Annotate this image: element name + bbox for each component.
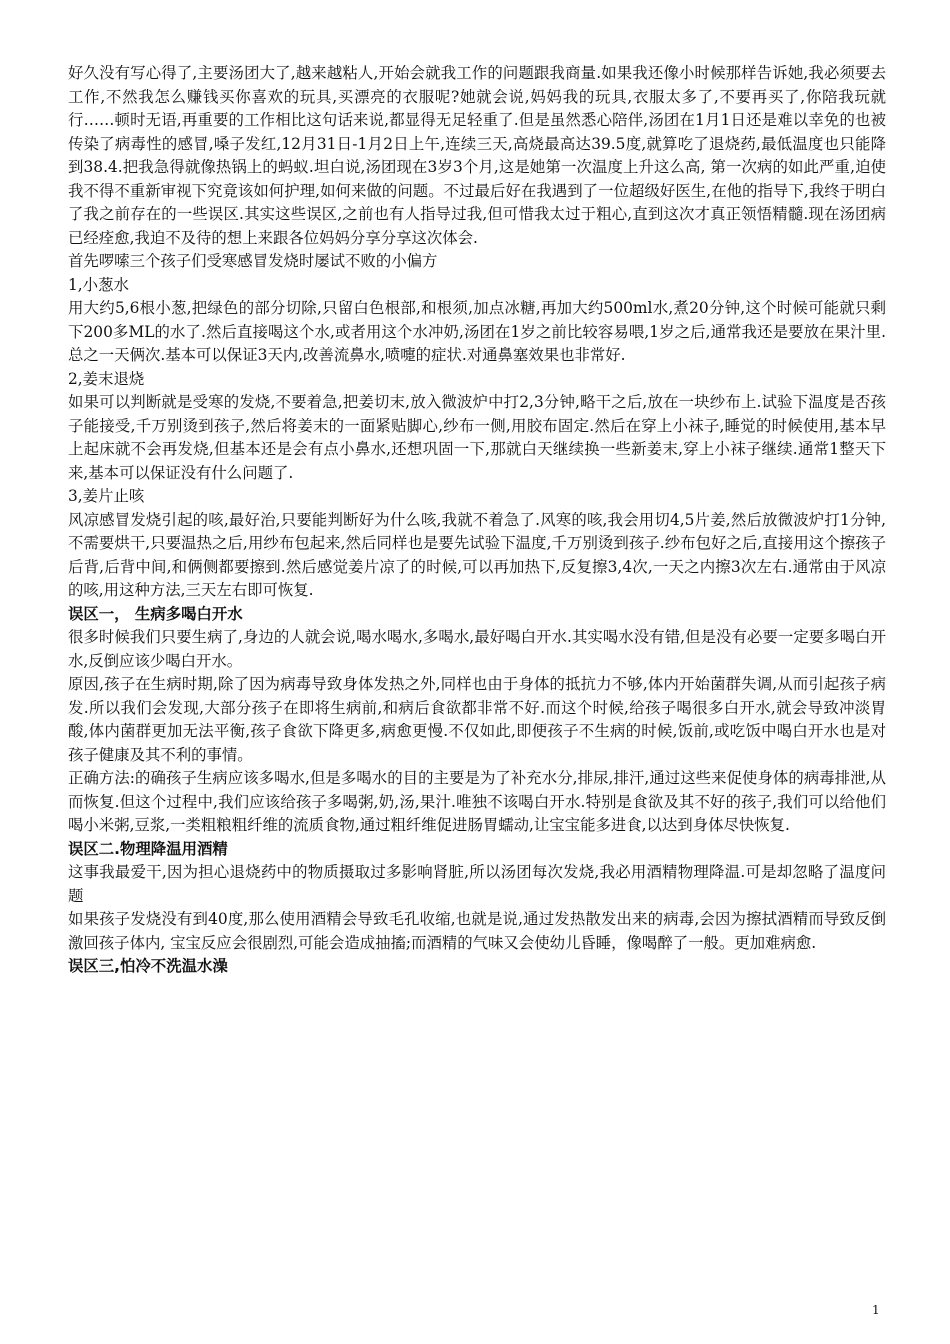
misconception-3-heading: 误区三,怕冷不洗温水澡 (68, 957, 228, 975)
intro-paragraph: 好久没有写心得了,主要汤团大了,越来越粘人,开始会就我工作的问题跟我商量.如果我还像小时候那样告诉她,我必须要去工作,不然我怎么赚钱买你喜欢的玩具,买漂亮的衣服呢?她就会说,妈妈我的玩具,衣服太多了,不要再买了,你陪我玩就行……顿时无语,再重要的工作相比这句话来说,都显得无足轻重了.但是虽然悉心陪伴,汤团在1月1日还是难以幸免的也被传染了病毒性的感冒,嗓子发红,12月31日-1月2日上午,连续三天,高烧最高达39.5度,就算吃了退烧药,最低温度也只能降到38.4.把我急得就像热锅上的蚂蚁.坦白说,汤团现在3岁3个月,这是她第一次温度上升这么高, 第一次病的如此严重,迫使我不得不重新审视下究竟该如何护理,如何来做的问题。不过最后好在我遇到了一位超级好医生,在他的指导下,我终于明白了我之前存在的一些误区.其实这些误区,之前也有人指导过我,但可惜我太过于粗心,直到这次才真正领悟精髓.现在汤团病已经痊愈,我迫不及待的想上来跟各位妈妈分享分享这次体会. (68, 64, 886, 247)
misconception-1-method: 正确方法:的确孩子生病应该多喝水,但是多喝水的目的主要是为了补充水分,排尿,排汗,通过这些来促使身体的病毒排泄,从而恢复.但这个过程中,我们应该给孩子多喝粥,奶,汤,果汁.唯独不该喝白开水.特别是食欲及其不好的孩子,我们可以给他们喝小米粥,豆浆,一类粗粮粗纤维的流质食物,通过粗纤维促进肠胃蠕动,让宝宝能多进食,以达到身体尽快恢复. (68, 769, 886, 834)
misconception-2-detail: 如果孩子发烧没有到40度,那么使用酒精会导致毛孔收缩,也就是说,通过发热散发出来的病毒,会因为擦拭酒精而导致反倒激回孩子体内, 宝宝反应会很剧烈,可能会造成抽搐;而酒精的气味又会使幼儿昏睡，像喝醉了一般。更加难病愈. (68, 910, 886, 952)
misconception-1-text: 很多时候我们只要生病了,身边的人就会说,喝水喝水,多喝水,最好喝白开水.其实喝水没有错,但是没有必要一定要多喝白开水,反倒应该少喝白开水。 (68, 628, 886, 670)
misconception-2-text: 这事我最爱干,因为担心退烧药中的物质摄取过多影响肾脏,所以汤团每次发烧,我必用酒精物理降温.可是却忽略了温度问题 (68, 863, 886, 905)
remedy-2-text: 如果可以判断就是受寒的发烧,不要着急,把姜切末,放入微波炉中打2,3分钟,略干之后,放在一块纱布上.试验下温度是否孩子能接受,千万别烫到孩子,然后将姜末的一面紧贴脚心,纱布一侧,用胶布固定.然后在穿上小袜子,睡觉的时候使用,基本早上起床就不会再发烧,但基本还是会有点小鼻水,还想巩固一下,那就白天继续换一些新姜末,穿上小袜子继续.通常1整天下来,基本可以保证没有什么问题了. (68, 393, 886, 482)
misconception-1-heading: 误区一， 生病多喝白开水 (68, 604, 243, 623)
remedy-1-text: 用大约5,6根小葱,把绿色的部分切除,只留白色根部,和根须,加点冰糖,再加大约500ml水,煮20分钟,这个时候可能就只剩下200多ML的水了.然后直接喝这个水,或者用这个水冲奶,汤团在1岁之前比较容易喂,1岁之后,通常我还是要放在果汁里.总之一天俩次.基本可以保证3天内,改善流鼻水,喷嚏的症状.对通鼻塞效果也非常好. (68, 299, 886, 364)
document-body (68, 62, 886, 979)
remedies-intro: 首先啰嗦三个孩子们受寒感冒发烧时屡试不败的小偏方 (68, 252, 438, 270)
remedy-3-text: 风凉感冒发烧引起的咳,最好治,只要能判断好为什么咳,我就不着急了.风寒的咳,我会用切4,5片姜,然后放微波炉打1分钟,不需要烘干,只要温热之后,用纱布包起来,然后同样也是要先试验下温度,千万别烫到孩子.纱布包好之后,直接用这个擦孩子后背,后背中间,和俩侧都要擦到.然后感觉姜片凉了的时候,可以再加热下,反复擦3,4次,一天之内擦3次左右.通常由于风凉的咳,用这种方法,三天左右即可恢复. (68, 510, 886, 599)
remedy-3-title: 3,姜片止咳 (68, 487, 145, 505)
misconception-1-reason: 原因,孩子在生病时期,除了因为病毒导致身体发热之外,同样也由于身体的抵抗力不够,体内开始菌群失调,从而引起孩子病发.所以我们会发现,大部分孩子在即将生病前,和病后食欲都非常不好.而这个时候,给孩子喝很多白开水,就会导致冲淡胃酸,体内菌群更加无法平衡,孩子食欲下降更多,病愈更慢.不仅如此,即便孩子不生病的时候,饭前,或吃饭中喝白开水也是对孩子健康及其不利的事情。 (68, 675, 886, 764)
misconception-2-heading: 误区二.物理降温用酒精 (68, 839, 228, 858)
remedy-2-title: 2,姜末退烧 (68, 369, 145, 388)
remedy-1-title: 1,小葱水 (68, 275, 129, 294)
page-number: 1 (872, 1303, 880, 1317)
